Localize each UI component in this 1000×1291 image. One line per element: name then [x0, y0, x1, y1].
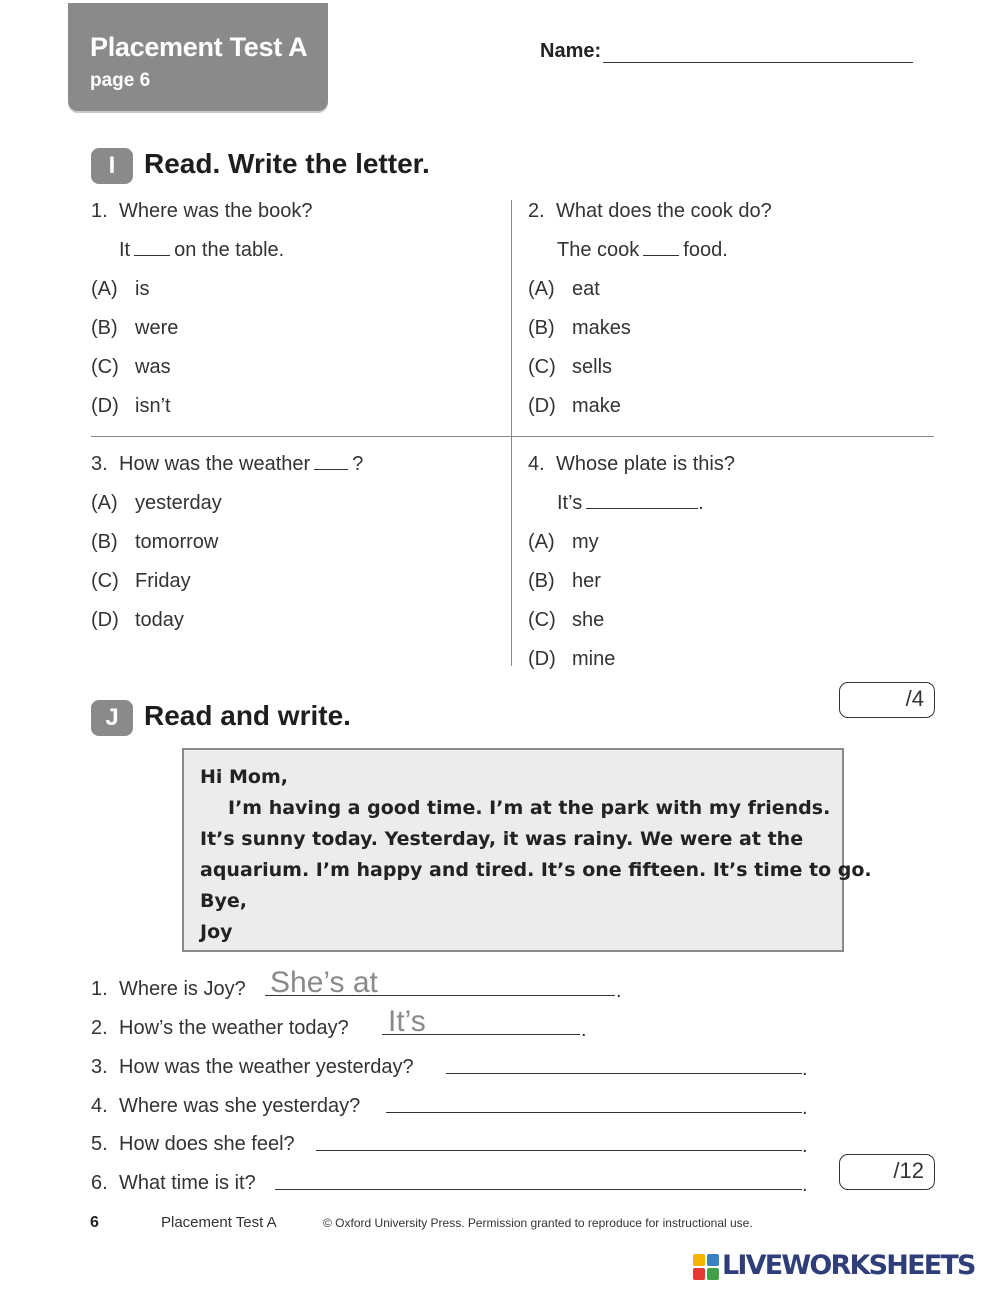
letter-line: I’m having a good time. I’m at the park with my friends. — [228, 797, 831, 819]
answer-period: . — [581, 1019, 587, 1041]
answer-1-text: She’s at — [270, 966, 378, 999]
sentence-end: food. — [683, 239, 728, 261]
option-letter: (B) — [91, 531, 118, 553]
j-question-2 — [91, 1017, 349, 1040]
question-text: Whose plate is this? — [556, 453, 735, 475]
option-b — [91, 317, 178, 340]
answer-line-6[interactable] — [275, 1189, 802, 1190]
liveworksheets-logo[interactable]: LIVEWORKSHEETS — [722, 1250, 975, 1281]
j-question-3 — [91, 1056, 414, 1079]
option-text: my — [572, 531, 599, 553]
answer-period: . — [802, 1135, 808, 1157]
option-c — [528, 609, 604, 632]
question-text: Where is Joy? — [119, 978, 246, 1000]
question-number: 4. — [91, 1095, 108, 1117]
question-number: 3. — [91, 1056, 108, 1078]
letter-box — [182, 748, 872, 952]
option-letter: (B) — [528, 317, 555, 339]
question-text: How’s the weather today? — [119, 1017, 349, 1039]
option-letter: (A) — [528, 278, 555, 300]
option-letter: (A) — [91, 278, 118, 300]
option-b — [528, 570, 601, 593]
question-number: 4. — [528, 453, 545, 475]
row-divider — [91, 436, 934, 437]
option-letter: (D) — [528, 395, 556, 417]
sentence-end: on the table. — [174, 239, 285, 261]
answer-period: . — [802, 1058, 808, 1080]
j-question-1 — [91, 978, 246, 1001]
page-label: page 6 — [90, 70, 151, 91]
option-letter: (A) — [91, 492, 118, 514]
question-text: What time is it? — [119, 1172, 256, 1194]
question-end: ? — [352, 453, 364, 475]
sentence-start: It’s — [557, 492, 583, 514]
section-i-score-box: /4 — [839, 682, 935, 718]
option-c — [528, 356, 612, 379]
option-letter: (C) — [91, 570, 119, 592]
section-j-title: Read and write. — [144, 700, 351, 731]
footer-copyright: © Oxford University Press. Permission granted to reproduce for instructional use. — [323, 1216, 753, 1230]
letter-greeting: Hi Mom, — [200, 766, 289, 788]
option-letter: (C) — [528, 609, 556, 631]
sentence-start: It — [119, 239, 131, 261]
answer-line-4[interactable] — [386, 1112, 802, 1113]
option-text: isn’t — [135, 395, 171, 417]
section-i-badge: I — [91, 148, 133, 184]
question-text: How does she feel? — [119, 1133, 295, 1155]
column-divider — [511, 200, 512, 666]
option-text: today — [135, 609, 184, 631]
option-text: her — [572, 570, 601, 592]
question-number: 2. — [528, 200, 545, 222]
answer-blank[interactable] — [314, 453, 348, 470]
option-text: is — [135, 278, 150, 300]
letter-line: aquarium. I’m happy and tired. It’s one fifteen. It’s time to go. — [200, 859, 872, 881]
question-number: 3. — [91, 453, 108, 475]
option-letter: (D) — [91, 395, 119, 417]
option-text: were — [135, 317, 179, 339]
j-question-6 — [91, 1172, 256, 1195]
option-text: mine — [572, 648, 616, 670]
answer-line-3[interactable] — [446, 1073, 802, 1074]
answer-period: . — [802, 1174, 808, 1196]
option-text: she — [572, 609, 605, 631]
option-text: Friday — [135, 570, 191, 592]
option-letter: (D) — [91, 609, 119, 631]
j-question-4 — [91, 1095, 360, 1118]
question-number: 5. — [91, 1133, 108, 1155]
answer-blank[interactable] — [134, 239, 170, 256]
option-text: was — [135, 356, 171, 378]
option-text: tomorrow — [135, 531, 219, 553]
answer-line-5[interactable] — [316, 1150, 802, 1151]
option-text: yesterday — [135, 492, 222, 514]
j-question-5 — [91, 1133, 295, 1156]
question-number: 1. — [91, 978, 108, 1000]
question-2 — [528, 200, 772, 223]
name-input-line[interactable] — [603, 62, 913, 63]
question-2-sentence — [557, 239, 728, 262]
answer-period: . — [802, 1097, 808, 1119]
option-d — [528, 395, 621, 418]
question-number: 2. — [91, 1017, 108, 1039]
option-a — [91, 278, 149, 301]
question-text: Where was the book? — [119, 200, 313, 222]
question-number: 6. — [91, 1172, 108, 1194]
question-number: 1. — [91, 200, 108, 222]
logo-mark-icon — [693, 1254, 719, 1280]
letter-line: It’s sunny today. Yesterday, it was rainy. We were at the — [200, 828, 804, 850]
question-1 — [91, 200, 312, 223]
question-3 — [91, 453, 363, 476]
question-4 — [528, 453, 735, 476]
section-j-badge: J — [91, 700, 133, 736]
option-letter: (A) — [528, 531, 555, 553]
option-d — [91, 395, 171, 418]
option-text: makes — [572, 317, 631, 339]
section-j-score-box: /12 — [839, 1154, 935, 1190]
option-letter: (C) — [528, 356, 556, 378]
question-1-sentence — [119, 239, 284, 262]
option-c — [91, 356, 171, 379]
footer-page-number: 6 — [90, 1214, 99, 1231]
option-c — [91, 570, 191, 593]
test-title: Placement Test A — [90, 32, 308, 62]
option-b — [528, 317, 631, 340]
option-d — [91, 609, 184, 632]
option-a — [91, 492, 222, 515]
question-text: Where was she yesterday? — [119, 1095, 361, 1117]
sentence-end: . — [698, 492, 704, 514]
option-letter: (B) — [91, 317, 118, 339]
option-a — [528, 278, 600, 301]
letter-signature: Joy — [200, 921, 233, 943]
name-label: Name: — [540, 40, 602, 62]
option-text: eat — [572, 278, 600, 300]
option-d — [528, 648, 615, 671]
footer-title: Placement Test A — [161, 1214, 277, 1231]
question-text: How was the weather yesterday? — [119, 1056, 414, 1078]
option-letter: (C) — [91, 356, 119, 378]
option-b — [91, 531, 218, 554]
sentence-start: The cook — [557, 239, 640, 261]
question-text: What does the cook do? — [556, 200, 772, 222]
option-text: sells — [572, 356, 613, 378]
question-4-sentence — [557, 492, 704, 515]
question-text: How was the weather — [119, 453, 311, 475]
option-text: make — [572, 395, 621, 417]
section-i-title: Read. Write the letter. — [144, 148, 430, 179]
answer-blank[interactable] — [586, 492, 698, 509]
letter-closing: Bye, — [200, 890, 247, 912]
option-a — [528, 531, 599, 554]
option-letter: (D) — [528, 648, 556, 670]
answer-2-text: It’s — [388, 1005, 426, 1038]
option-letter: (B) — [528, 570, 555, 592]
answer-period: . — [616, 980, 622, 1002]
answer-blank[interactable] — [643, 239, 679, 256]
